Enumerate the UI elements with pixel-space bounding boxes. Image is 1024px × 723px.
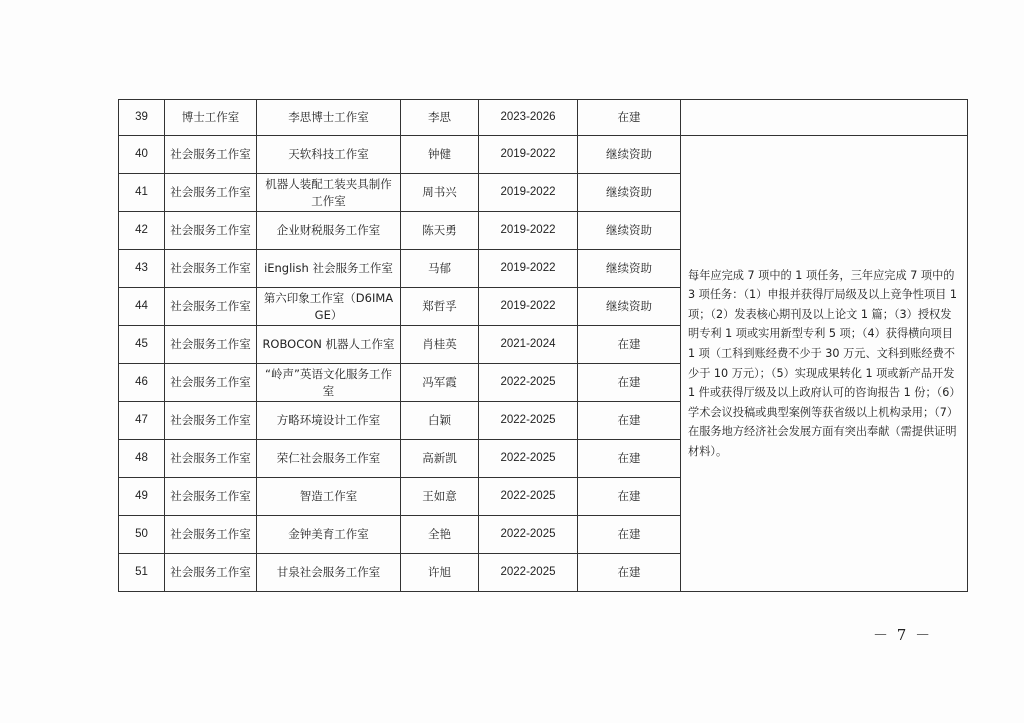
cell-status: 继续资助: [578, 288, 681, 326]
cell-leader: 肖桂英: [401, 326, 479, 364]
cell-no: 42: [119, 212, 165, 250]
cell-no: 43: [119, 250, 165, 288]
cell-period: 2019-2022: [479, 136, 578, 174]
cell-status: 继续资助: [578, 174, 681, 212]
cell-leader: 冯军霞: [401, 364, 479, 402]
cell-name: 天软科技工作室: [257, 136, 401, 174]
cell-no: 44: [119, 288, 165, 326]
cell-leader: 李思: [401, 100, 479, 136]
cell-name: 企业财税服务工作室: [257, 212, 401, 250]
cell-period: 2022-2025: [479, 516, 578, 554]
cell-name: iEnglish 社会服务工作室: [257, 250, 401, 288]
table-row: [119, 100, 968, 136]
cell-status: 在建: [578, 100, 681, 136]
cell-no: 41: [119, 174, 165, 212]
cell-status: 在建: [578, 440, 681, 478]
cell-status: 在建: [578, 478, 681, 516]
cell-leader: 马郁: [401, 250, 479, 288]
cell-requirement-group: 每年应完成 7 项中的 1 项任务，三年应完成 7 项中的 3 项任务：（1）申报并获得厅局级及以上竞争性项目 1 项；（2）发表核心期刊及以上论文 1 篇；（3）授权发明专利 1 项或实用新型专利 5 项；（4）获得横向项目 1 项（工科到账经费不少于 30 万元、文科到账经费不少于 10 万元）；（5）实现成果转化 1 项或新产品开发 1 件或获得厅级及以上政府认可的咨询报告 1 份；（6）学术会议投稿或典型案例等获省级以上机构录用；（7）在服务地方经济社会发展方面有突出奉献（需提供证明材料）。: [681, 136, 968, 592]
cell-status: 在建: [578, 402, 681, 440]
cell-type: 社会服务工作室: [165, 174, 257, 212]
cell-no: 47: [119, 402, 165, 440]
cell-requirement-first: [681, 100, 968, 136]
cell-leader: 陈天勇: [401, 212, 479, 250]
cell-period: 2022-2025: [479, 402, 578, 440]
cell-leader: 白颖: [401, 402, 479, 440]
cell-name: 第六印象工作室（D6IMAGE）: [257, 288, 401, 326]
cell-status: 在建: [578, 364, 681, 402]
cell-name: “岭声”英语文化服务工作室: [257, 364, 401, 402]
cell-type: 社会服务工作室: [165, 554, 257, 592]
cell-name: 方略环境设计工作室: [257, 402, 401, 440]
page-number: － 7 －: [873, 626, 933, 644]
cell-no: 51: [119, 554, 165, 592]
cell-no: 49: [119, 478, 165, 516]
cell-type: 社会服务工作室: [165, 440, 257, 478]
cell-no: 46: [119, 364, 165, 402]
cell-period: 2019-2022: [479, 288, 578, 326]
cell-period: 2022-2025: [479, 554, 578, 592]
cell-period: 2021-2024: [479, 326, 578, 364]
cell-period: 2022-2025: [479, 440, 578, 478]
cell-status: 继续资助: [578, 136, 681, 174]
cell-type: 社会服务工作室: [165, 136, 257, 174]
cell-no: 39: [119, 100, 165, 136]
studio-table: [118, 99, 968, 592]
cell-no: 40: [119, 136, 165, 174]
cell-name: 智造工作室: [257, 478, 401, 516]
cell-name: 金钟美育工作室: [257, 516, 401, 554]
cell-name: 甘泉社会服务工作室: [257, 554, 401, 592]
cell-name: 荣仁社会服务工作室: [257, 440, 401, 478]
cell-status: 在建: [578, 516, 681, 554]
cell-period: 2022-2025: [479, 478, 578, 516]
cell-period: 2019-2022: [479, 212, 578, 250]
cell-name: 李思博士工作室: [257, 100, 401, 136]
cell-leader: 高新凯: [401, 440, 479, 478]
cell-leader: 许旭: [401, 554, 479, 592]
cell-type: 社会服务工作室: [165, 288, 257, 326]
cell-name: 机器人装配工装夹具制作工作室: [257, 174, 401, 212]
cell-period: 2022-2025: [479, 364, 578, 402]
cell-type: 社会服务工作室: [165, 516, 257, 554]
cell-no: 50: [119, 516, 165, 554]
cell-type: 社会服务工作室: [165, 326, 257, 364]
table-row: [119, 136, 968, 174]
cell-type: 社会服务工作室: [165, 212, 257, 250]
cell-type: 社会服务工作室: [165, 478, 257, 516]
cell-no: 45: [119, 326, 165, 364]
cell-type: 社会服务工作室: [165, 364, 257, 402]
cell-status: 继续资助: [578, 212, 681, 250]
cell-leader: 钟健: [401, 136, 479, 174]
cell-leader: 王如意: [401, 478, 479, 516]
cell-status: 在建: [578, 554, 681, 592]
cell-leader: 周书兴: [401, 174, 479, 212]
cell-status: 继续资助: [578, 250, 681, 288]
cell-leader: 全艳: [401, 516, 479, 554]
cell-period: 2019-2022: [479, 174, 578, 212]
cell-status: 在建: [578, 326, 681, 364]
cell-no: 48: [119, 440, 165, 478]
cell-period: 2023-2026: [479, 100, 578, 136]
cell-type: 社会服务工作室: [165, 402, 257, 440]
cell-type: 博士工作室: [165, 100, 257, 136]
cell-type: 社会服务工作室: [165, 250, 257, 288]
cell-leader: 郑哲孚: [401, 288, 479, 326]
cell-name: ROBOCON 机器人工作室: [257, 326, 401, 364]
cell-period: 2019-2022: [479, 250, 578, 288]
